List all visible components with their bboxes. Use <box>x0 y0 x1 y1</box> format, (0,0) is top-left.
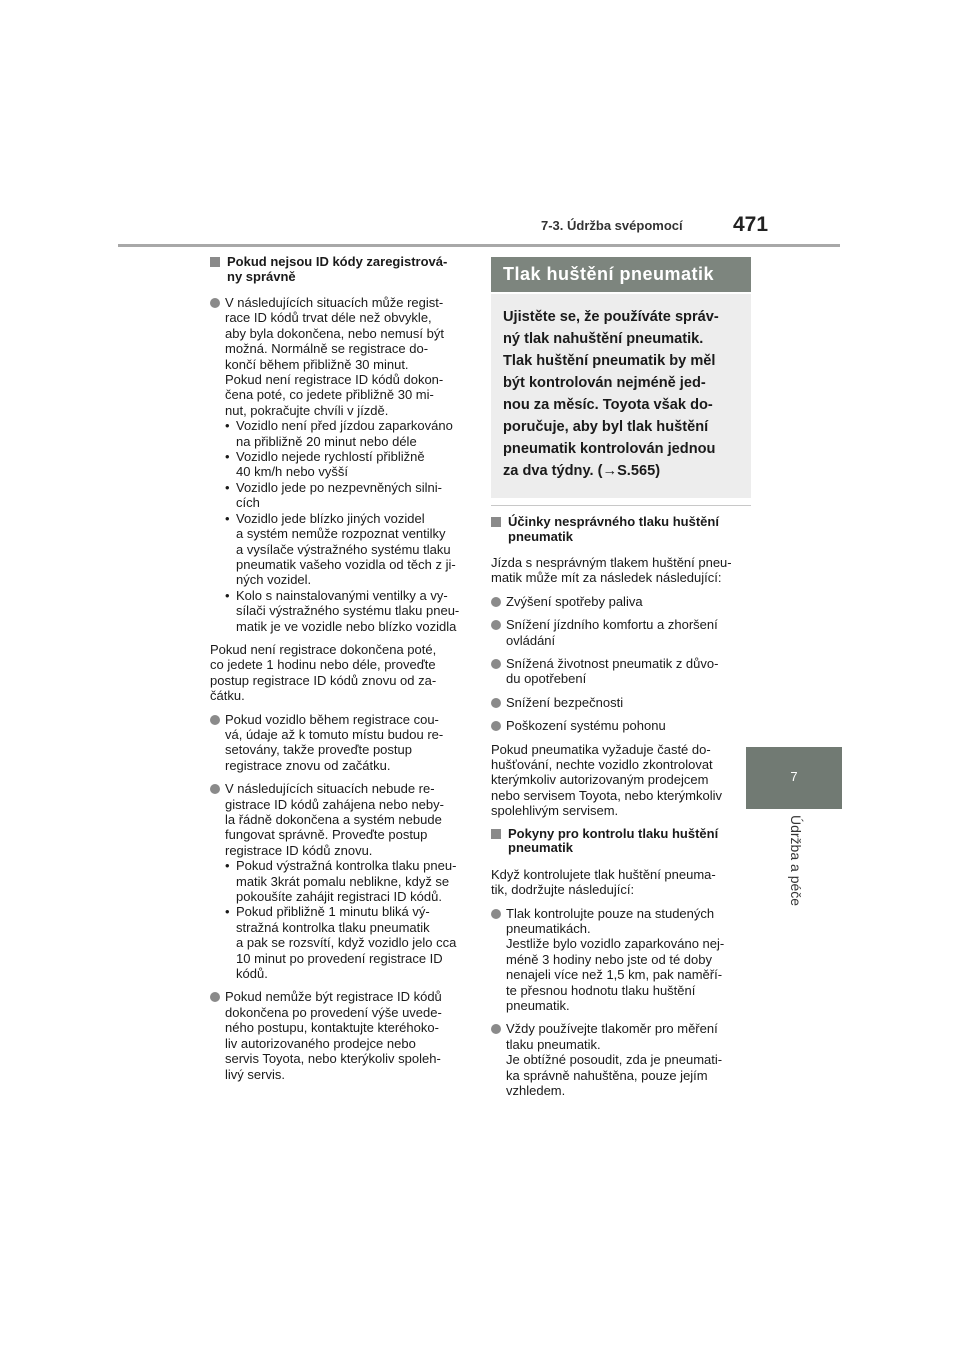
text-line: Ujistěte se, že používáte správ- <box>503 309 719 325</box>
text-line: Kolo s nainstalovanými ventilky a vy- <box>236 587 448 603</box>
text-line: Vozidlo nejede rychlostí přibližně <box>236 449 425 465</box>
text-line: du opotřebení <box>506 671 587 687</box>
effect-item <box>491 695 751 710</box>
list-item <box>210 295 468 634</box>
text-line: 10 minut po provedení registrace ID <box>236 950 443 966</box>
text-line: sílači výstražného systému tlaku pneu- <box>236 603 460 619</box>
left-column <box>210 255 468 1090</box>
square-bullet-icon <box>210 257 220 267</box>
chapter-number: 7 <box>790 769 798 784</box>
paragraph <box>491 867 751 898</box>
text-line: Snížení jízdního komfortu a zhoršení <box>506 617 718 633</box>
sub-list-item <box>225 904 468 981</box>
notice-box <box>491 294 751 498</box>
effects-list <box>491 594 751 734</box>
text-line: Účinky nesprávného tlaku huštění <box>508 514 719 529</box>
small-bullet-icon: • <box>225 479 230 495</box>
text-line: registrace ID kódů znovu. <box>225 842 373 858</box>
text-line: méně 3 hodiny nebo jste od té doby <box>506 951 712 967</box>
text-line: spolehlivým servisem. <box>491 803 619 819</box>
sub-list-item <box>225 588 468 634</box>
text-line: servis Toyota, nebo kterýkoliv spoleh- <box>225 1051 441 1067</box>
text-line: čena poté, co jedete přibližně 30 mi- <box>225 387 434 403</box>
section-title: 7-3. Údržba svépomocí <box>541 218 683 233</box>
round-bullet-icon <box>491 1024 501 1034</box>
chapter-label <box>781 815 811 920</box>
text-line: Jízda s nesprávným tlakem huštění pneu- <box>491 555 732 570</box>
round-bullet-icon <box>210 298 220 308</box>
small-bullet-icon: • <box>225 858 230 874</box>
text-line: tik, dodržujte následující: <box>491 882 635 898</box>
text-line: Snížená životnost pneumatik z důvo- <box>506 656 719 672</box>
text-line: nou za měsíc. Toyota však do- <box>503 397 713 413</box>
text-line: Je obtížné posoudit, zda je pneumati- <box>506 1052 723 1068</box>
small-bullet-icon: • <box>225 904 230 920</box>
page-number: 471 <box>733 213 769 236</box>
text-line: a pak se rozsvítí, když vozidlo jelo cca <box>236 935 457 951</box>
text-line: dokončena po provedení výše uvede- <box>225 1004 442 1020</box>
list-item <box>210 712 468 774</box>
text-line: ných vozidel. <box>236 572 312 588</box>
text-line: a vysílače výstražného systému tlaku <box>236 541 451 557</box>
square-bullet-icon <box>491 829 501 839</box>
text-line: ného postupu, kontaktujte kteréhoko- <box>225 1020 439 1036</box>
round-bullet-icon <box>210 715 220 725</box>
text-line: Tlak kontrolujte pouze na studených <box>506 905 715 921</box>
list-item <box>491 1021 751 1098</box>
small-bullet-icon: • <box>225 510 230 526</box>
round-bullet-icon <box>491 620 501 630</box>
sub-list-item <box>225 418 468 449</box>
text-line: nebo servisem Toyota, nebo kterýmkoliv <box>491 787 722 803</box>
text-line: kódů. <box>236 966 268 982</box>
text-line: setovány, takže proveďte postup <box>225 742 412 758</box>
small-bullet-icon: • <box>225 449 230 465</box>
text-line: za dva týdny. (→S.565) <box>503 463 661 479</box>
text-line: Vozidlo není před jízdou zaparkováno <box>236 418 453 434</box>
text-line: Pokyny pro kontrolu tlaku huštění <box>508 825 719 841</box>
text-line: co jedete 1 hodinu nebo déle, proveďte <box>210 657 436 673</box>
header-divider <box>118 244 840 247</box>
text-line: Poškození systému pohonu <box>506 718 666 734</box>
text-line: Snížení bezpečnosti <box>506 694 624 710</box>
paragraph <box>210 642 468 704</box>
text-line: pneumatik <box>508 528 574 544</box>
right-column <box>491 257 751 1106</box>
section-heading-effects <box>491 515 751 544</box>
text-line: kterýmkoliv autorizovaným prodejcem <box>491 772 709 788</box>
text-line: V následujících situacích může regist- <box>225 295 444 310</box>
text-line: pneumatikách. <box>506 920 591 936</box>
text-line: V následujících situacích nebude re- <box>225 781 435 797</box>
text-line: ka správně nahuštěna, pouze jejím <box>506 1067 708 1083</box>
effect-item <box>491 617 751 648</box>
text-line: pneumatik vašeho vozidla od těch z ji- <box>236 556 456 572</box>
text-line: stražná kontrolka tlaku pneumatik <box>236 919 430 935</box>
sub-list-item <box>225 449 468 480</box>
text-line: Pokud není registrace dokončena poté, <box>210 641 437 657</box>
sub-list-item <box>225 858 468 904</box>
text-line: fungovat správně. Proveďte postup <box>225 827 428 843</box>
text-line: pneumatik. <box>506 997 570 1013</box>
text-line: matik může mít za následek následující: <box>491 570 722 586</box>
text-line: 40 km/h nebo vyšší <box>236 464 348 480</box>
round-bullet-icon <box>491 597 501 607</box>
text-line: livý servis. <box>225 1066 285 1082</box>
text-line: Pokud nejsou ID kódy zaregistrová- <box>227 254 448 269</box>
text-line: pneumatik kontrolován jednou <box>503 441 716 457</box>
section-heading-id-codes <box>210 255 468 284</box>
text-line: Pokud pneumatika vyžaduje časté do- <box>491 741 711 757</box>
square-bullet-icon <box>491 517 501 527</box>
text-line: Jestliže bylo vozidlo zaparkováno nej- <box>506 936 725 952</box>
text-line: vá, údaje až k tomuto místu budou re- <box>225 726 444 742</box>
text-line: registrace znovu od začátku. <box>225 757 391 773</box>
round-bullet-icon <box>491 698 501 708</box>
text-line: Vozidlo jede po nezpevněných silni- <box>236 479 442 495</box>
list-item <box>210 989 468 1081</box>
list-item <box>210 781 468 981</box>
text-line: gistrace ID kódů zahájena nebo neby- <box>225 796 444 812</box>
paragraph <box>491 742 751 819</box>
text-line: tlaku pneumatik. <box>506 1036 601 1052</box>
text-line: poručuje, aby byl tlak huštění <box>503 419 709 435</box>
text-line: Když kontrolujete tlak huštění pneuma- <box>491 866 716 882</box>
round-bullet-icon <box>491 909 501 919</box>
text-line: ny správně <box>227 268 296 284</box>
text-line: cích <box>236 495 260 511</box>
text-line: hušťování, nechte vozidlo zkontrolovat <box>491 757 713 773</box>
text-line: být kontrolován nejméně jed- <box>503 375 706 391</box>
sub-list-item <box>225 480 468 511</box>
round-bullet-icon <box>491 721 501 731</box>
effect-item <box>491 656 751 687</box>
text-line: race ID kódů trvat déle než obvykle, <box>225 310 432 326</box>
text-line: pokoušíte zahájit registraci ID kódů. <box>236 889 442 905</box>
text-line: te přesnou hodnotu tlaku huštění <box>506 982 696 998</box>
text-line: Pokud není registrace ID kódů dokon- <box>225 372 444 388</box>
divider <box>491 505 751 506</box>
text-line: matik 3krát pomalu neblikne, když se <box>236 873 450 889</box>
chapter-title: Údržba a péče <box>788 815 804 907</box>
text-line: Zvýšení spotřeby paliva <box>506 593 643 609</box>
text-line: Pokud přibližně 1 minutu bliká vý- <box>236 904 430 920</box>
effect-item <box>491 718 751 733</box>
text-line: vzhledem. <box>506 1082 566 1098</box>
list-item <box>491 906 751 1014</box>
text-line: Pokud nemůže být registrace ID kódů <box>225 989 442 1005</box>
round-bullet-icon <box>491 659 501 669</box>
text-line: a systém nemůže rozpoznat ventilky <box>236 526 446 542</box>
text-line: možná. Normálně se registrace do- <box>225 341 429 357</box>
text-line: aby byla dokončena, nebo nemusí být <box>225 325 444 341</box>
text-line: na přibližně 20 minut nebo déle <box>236 433 417 449</box>
round-bullet-icon <box>210 992 220 1002</box>
sub-list-item <box>225 511 468 588</box>
text-line: pneumatik <box>508 840 574 856</box>
text-line: nenajeli více než 1,5 km, pak naměří- <box>506 967 723 983</box>
text-line: Pokud vozidlo během registrace cou- <box>225 711 439 727</box>
text-line: la řádně dokončena a systém nebude <box>225 812 442 827</box>
text-line: ný tlak nahuštění pneumatik. <box>503 331 704 347</box>
text-line: Vždy používejte tlakoměr pro měření <box>506 1021 718 1037</box>
chapter-tab <box>746 747 842 809</box>
text-line: postup registrace ID kódů znovu od za- <box>210 672 437 688</box>
small-bullet-icon: • <box>225 418 230 434</box>
text-line: nut, pokračujte chvíli v jízdě. <box>225 402 389 418</box>
section-heading-instructions <box>491 827 751 856</box>
text-line: liv autorizovaného prodejce nebo <box>225 1035 416 1051</box>
text-line: Pokud výstražná kontrolka tlaku pneu- <box>236 858 457 874</box>
paragraph <box>491 555 751 586</box>
text-line: matik je ve vozidle nebo blízko vozidla <box>236 618 457 634</box>
text-line: ovládání <box>506 632 556 648</box>
round-bullet-icon <box>210 784 220 794</box>
topic-banner: Tlak huštění pneumatik <box>491 257 751 292</box>
text-line: Vozidlo jede blízko jiných vozidel <box>236 510 425 526</box>
effect-item <box>491 594 751 609</box>
text-line: končí během přibližně 30 minut. <box>225 356 409 372</box>
text-line: Tlak huštění pneumatik by měl <box>503 353 716 369</box>
text-line: čátku. <box>210 688 245 704</box>
small-bullet-icon: • <box>225 587 230 603</box>
